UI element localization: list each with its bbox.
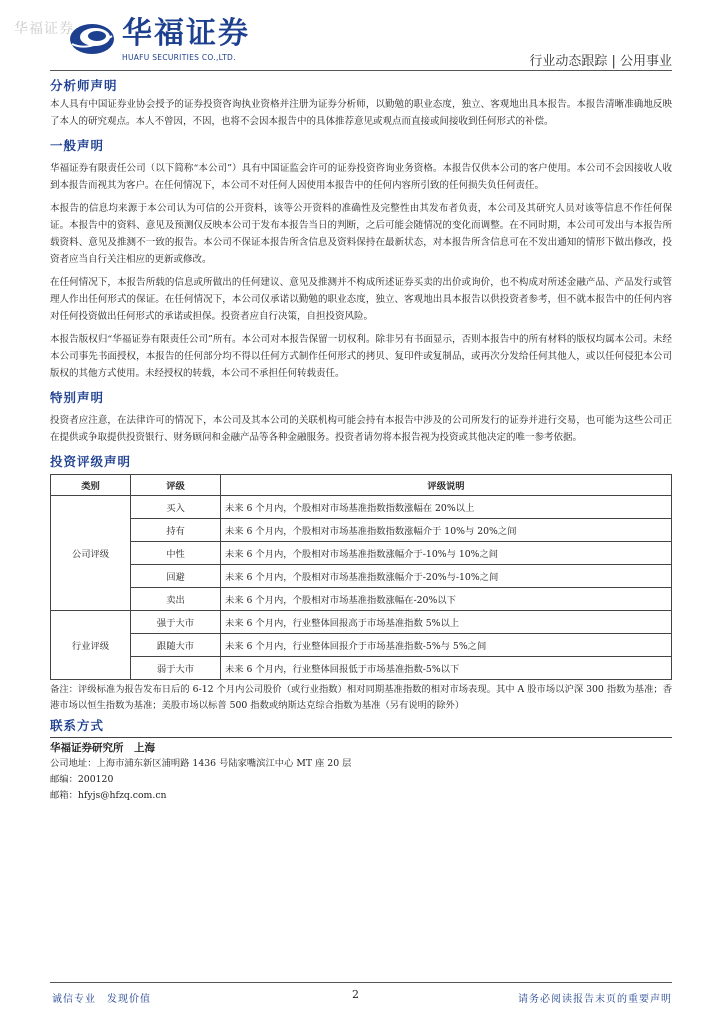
header-divider (50, 70, 672, 71)
contact-title: 联系方式 (50, 718, 105, 733)
contact-postcode: 邮编：200120 (50, 774, 114, 785)
general-statement-title: 一般声明 (50, 138, 105, 153)
general-statement-paragraph: 本报告版权归“华福证券有限责任公司”所有。本公司对本报告保留一切权利。除非另有书面显示，否则本报告中的所有材料的版权均属本公司。未经本公司事先书面授权，本报告的任何部分均不得以任何方式制作任何形式的拷贝、复印件或复制品，或再次分发给任何其他人，或以任何侵犯本公司版权的其他方式使用。未经授权的转载，本公司不承担任何转载责任。 (50, 334, 672, 379)
description-cell: 未来 6 个月内，个股相对市场基准指数指数涨幅在 20%以上 (221, 496, 672, 519)
general-statement-paragraph: 本报告的信息均来源于本公司认为可信的公开资料，该等公开资料的准确性及完整性由其发布者负责，本公司及其研究人员对该等信息不作任何保证。本报告中的资料、意见及预测仅反映本公司于发布本报告当日的判断，之后可能会随情况的变化而调整。在不同时期，本公司可发出与本报告所载资料、意见及推测不一致的报告。本公司不保证本报告所含信息及资料保持在最新状态，对本报告所含信息可在不发出通知的情形下做出修改，投资者应当自行关注相应的更新或修改。 (50, 203, 672, 265)
table-header-description: 评级说明 (221, 475, 672, 496)
description-cell: 未来 6 个月内，个股相对市场基准指数涨幅在-20%以下 (221, 588, 672, 611)
contact-email: 邮箱：hfyjs@hfzq.com.cn (50, 790, 167, 801)
table-row (51, 634, 672, 657)
description-cell: 未来 6 个月内，个股相对市场基准指数涨幅介于-10%与 10%之间 (221, 542, 672, 565)
special-statement-text: 投资者应注意，在法律许可的情况下，本公司及其本公司的关联机构可能会持有本报告中涉及的公司所发行的证券并进行交易，也可能为这些公司正在提供或争取提供投资银行、财务顾问和金融产品等各种金融服务。投资者请勿将本报告视为投资或其他决定的唯一参考依据。 (50, 415, 672, 443)
table-row (51, 496, 672, 519)
special-statement-title: 特别声明 (50, 390, 105, 405)
table-row (51, 519, 672, 542)
grade-cell: 持有 (131, 519, 221, 542)
grade-cell: 中性 (131, 542, 221, 565)
table-header-row (51, 475, 672, 496)
table-header-grade: 评级 (131, 475, 221, 496)
general-statement-paragraph: 在任何情况下，本报告所载的信息或所做出的任何建议、意见及推测并不构成所述证券买卖的出价或询价，也不构成对所述金融产品、产品发行或管理人作出任何形式的保证。在任何情况下，本公司仅承诺以勤勉的职业态度，独立、客观地出具本报告以供投资者参考，但不就本报告中的任何内容对任何投资做出任何形式的承诺或担保。投资者应自行决策，自担投资风险。 (50, 277, 672, 322)
page-number: 2 (352, 988, 359, 1001)
rating-note: 备注：评级标准为报告发布日后的 6-12 个月内公司股价（或行业指数）相对同期基准指数的相对市场表现。其中 A 股市场以沪深 300 指数为基准；香港市场以恒生指数为基准；美股市场以标普 500 指数或纳斯达克综合指数为基准（另有说明的除外） (50, 684, 672, 711)
footer-divider (50, 982, 672, 983)
contact-divider (50, 737, 672, 738)
contact-firm: 华福证券研究所 上海 (50, 742, 155, 754)
table-row (51, 565, 672, 588)
company-logo-icon (68, 22, 116, 56)
brand-name: 华福证券 (122, 16, 250, 51)
rating-table (50, 474, 672, 680)
grade-cell: 卖出 (131, 588, 221, 611)
grade-cell: 弱于大市 (131, 657, 221, 680)
brand-name-en: HUAFU SECURITIES CO.,LTD. (122, 53, 236, 62)
table-header-category: 类别 (51, 475, 131, 496)
table-row (51, 588, 672, 611)
watermark: 华福证券 (14, 21, 74, 37)
category-company: 公司评级 (51, 496, 131, 611)
report-type: 行业动态跟踪 | 公用事业 (529, 54, 672, 69)
description-cell: 未来 6 个月内，行业整体回报介于市场基准指数-5%与 5%之间 (221, 634, 672, 657)
table-row (51, 611, 672, 634)
category-industry: 行业评级 (51, 611, 131, 680)
footer-slogan: 诚信专业 发现价值 (52, 994, 151, 1005)
analyst-statement-title: 分析师声明 (50, 78, 118, 93)
report-body (50, 76, 672, 804)
table-row (51, 542, 672, 565)
table-row (51, 657, 672, 680)
description-cell: 未来 6 个月内，个股相对市场基准指数涨幅介于-20%与-10%之间 (221, 565, 672, 588)
footer-disclaimer: 请务必阅读报告末页的重要声明 (518, 994, 672, 1005)
grade-cell: 买入 (131, 496, 221, 519)
analyst-statement-text: 本人具有中国证券业协会授予的证券投资咨询执业资格并注册为证券分析师，以勤勉的职业态度，独立、客观地出具本报告。本报告清晰准确地反映了本人的研究观点。本人不曾因，不因，也将不会因本报告中的具体推荐意见或观点而直接或间接收到任何形式的补偿。 (50, 99, 672, 127)
grade-cell: 强于大市 (131, 611, 221, 634)
description-cell: 未来 6 个月内，行业整体回报高于市场基准指数 5%以上 (221, 611, 672, 634)
description-cell: 未来 6 个月内，行业整体回报低于市场基准指数-5%以下 (221, 657, 672, 680)
general-statement-paragraph: 华福证券有限责任公司（以下简称“本公司”）具有中国证监会许可的证券投资咨询业务资格。本报告仅供本公司的客户使用。本公司不会因接收人收到本报告而视其为客户。在任何情况下，本公司不对任何人因使用本报告中的任何内容所引致的任何损失负任何责任。 (50, 163, 672, 191)
description-cell: 未来 6 个月内，个股相对市场基准指数指数涨幅介于 10%与 20%之间 (221, 519, 672, 542)
grade-cell: 回避 (131, 565, 221, 588)
grade-cell: 跟随大市 (131, 634, 221, 657)
rating-title: 投资评级声明 (50, 454, 132, 469)
contact-address: 公司地址：上海市浦东新区浦明路 1436 号陆家嘴滨江中心 MT 座 20 层 (50, 758, 352, 769)
